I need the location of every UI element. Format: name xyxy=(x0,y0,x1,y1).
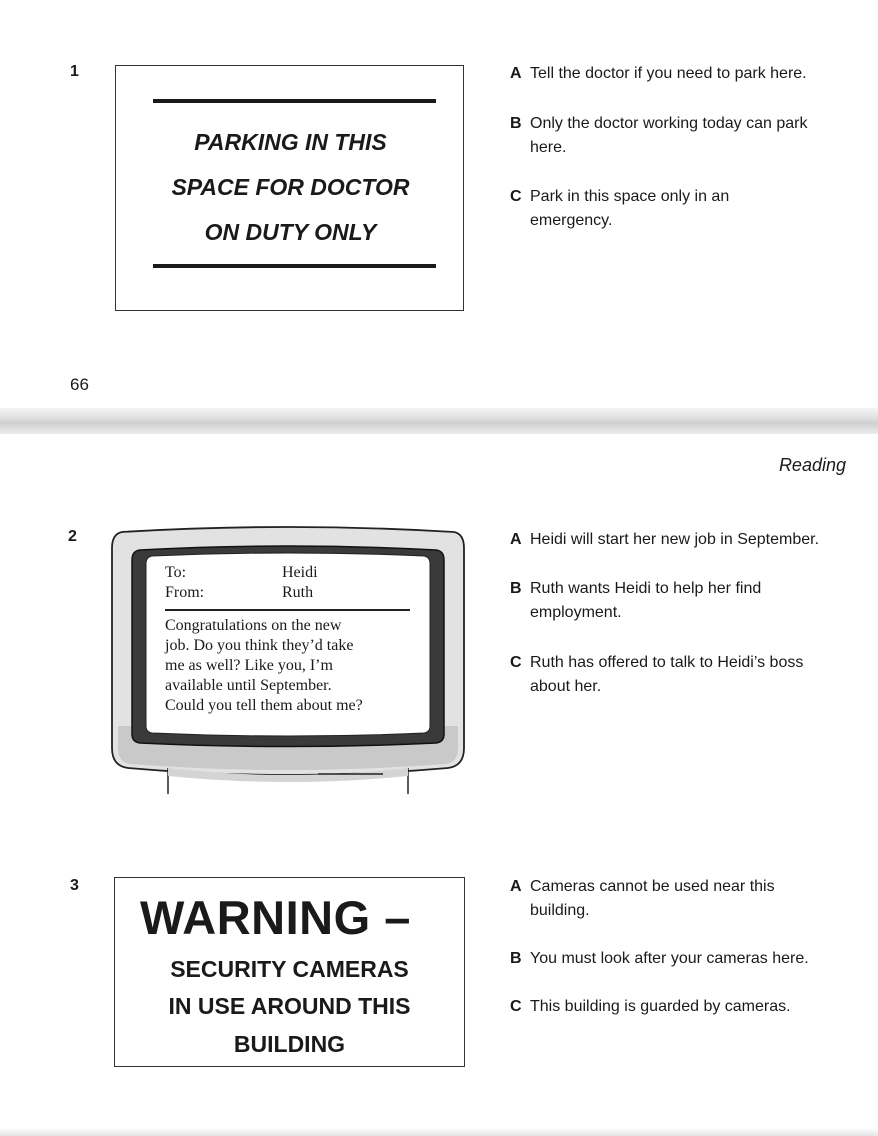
question-2-option-a[interactable] xyxy=(510,528,878,552)
option-text: Park in this space only in an xyxy=(530,188,730,205)
option-letter: A xyxy=(510,531,522,548)
option-text: Cameras cannot be used near this xyxy=(530,878,775,895)
memo-body-line: job. Do you think they’d take xyxy=(165,636,354,654)
memo-from-row xyxy=(165,583,415,603)
option-text: employment. xyxy=(530,604,622,621)
option-text: This building is guarded by cameras. xyxy=(530,998,791,1015)
warning-sign-line-1: SECURITY CAMERAS xyxy=(170,956,409,982)
memo-from-value: Ruth xyxy=(282,584,314,601)
page-number: 66 xyxy=(70,375,89,394)
memo-body xyxy=(165,616,415,716)
question-2-option-b[interactable] xyxy=(510,577,870,625)
sign-top-bar xyxy=(153,99,436,103)
parking-sign-line-1: PARKING IN THIS xyxy=(194,129,387,155)
memo-divider xyxy=(165,609,410,611)
question-1-option-a[interactable] xyxy=(510,62,870,86)
option-text: here. xyxy=(530,139,567,156)
option-letter: C xyxy=(510,188,522,205)
warning-sign-line-2: IN USE AROUND THIS xyxy=(168,993,411,1019)
memo-body-line: available until September. xyxy=(165,676,332,694)
memo-to-label: To: xyxy=(165,564,187,581)
memo-body-line: me as well? Like you, I’m xyxy=(165,656,333,674)
warning-sign-line-3: BUILDING xyxy=(233,1031,346,1057)
parking-sign xyxy=(115,65,464,311)
option-letter: B xyxy=(510,580,522,597)
option-text: emergency. xyxy=(530,212,613,229)
warning-sign-title: WARNING – xyxy=(140,891,411,944)
option-letter: B xyxy=(510,950,522,967)
option-letter: C xyxy=(510,998,522,1015)
option-letter: B xyxy=(510,115,522,132)
option-text: Heidi will start her new job in September. xyxy=(530,531,820,548)
question-1-option-b[interactable] xyxy=(510,112,870,160)
sign-bottom-bar xyxy=(153,264,436,268)
question-3-number: 3 xyxy=(70,877,79,894)
memo-body-line: Congratulations on the new xyxy=(165,616,342,634)
parking-sign-line-3: ON DUTY ONLY xyxy=(204,219,377,245)
option-text: You must look after your cameras here. xyxy=(530,950,809,967)
option-text: Ruth has offered to talk to Heidi’s boss xyxy=(530,654,804,671)
question-3-option-a[interactable] xyxy=(510,875,870,923)
email-message xyxy=(165,563,415,716)
question-2-option-c[interactable] xyxy=(510,651,870,699)
parking-sign-line-2: SPACE FOR DOCTOR xyxy=(171,174,410,200)
question-1-option-c[interactable] xyxy=(510,185,870,233)
page-bottom-edge xyxy=(0,1128,878,1136)
option-letter: A xyxy=(510,878,522,895)
question-3-option-b[interactable] xyxy=(510,947,870,971)
memo-to-row xyxy=(165,563,415,583)
question-1-number: 1 xyxy=(70,63,79,80)
section-header: Reading xyxy=(778,455,846,475)
page-gutter xyxy=(0,408,878,434)
option-letter: C xyxy=(510,654,522,671)
option-text: about her. xyxy=(530,678,602,695)
option-text: Only the doctor working today can park xyxy=(530,115,808,132)
question-2-number: 2 xyxy=(68,528,77,545)
option-letter: A xyxy=(510,65,522,82)
option-text: Tell the doctor if you need to park here. xyxy=(530,65,807,82)
option-text: building. xyxy=(530,902,590,919)
option-text: Ruth wants Heidi to help her find xyxy=(530,580,762,597)
memo-to-value: Heidi xyxy=(282,564,318,581)
memo-from-label: From: xyxy=(165,584,205,601)
question-3-option-c[interactable] xyxy=(510,995,870,1019)
memo-body-line: Could you tell them about me? xyxy=(165,696,363,714)
